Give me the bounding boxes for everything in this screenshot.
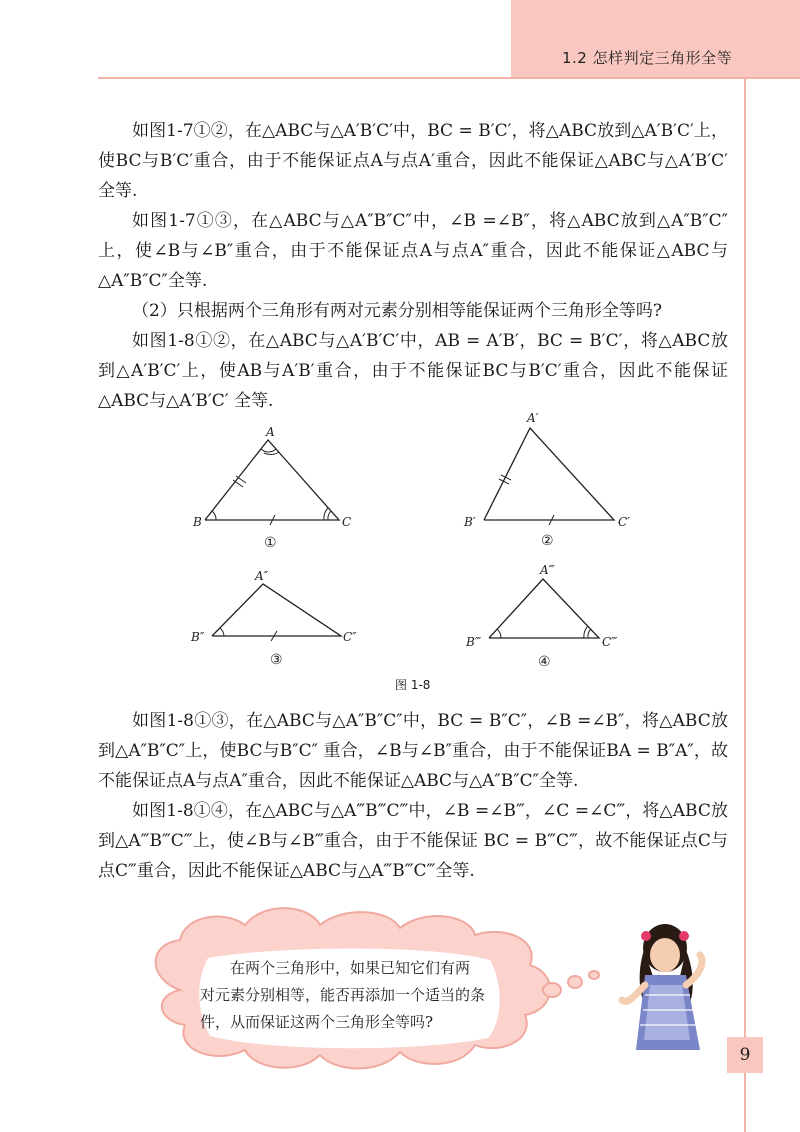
t2-number: ② <box>541 533 554 549</box>
paragraph-6: 如图1-8①④，在△ABC与△A‴B‴C‴中，∠B =∠B‴，∠C =∠C‴，将△ABC放到△A‴B‴C‴上，使∠B与∠B‴重合，由于不能保证 BC = B‴C‴，故不能保证点C与点C‴重合，因此不能保证△ABC与△A‴B‴C‴全等. <box>98 801 728 881</box>
bubble-line-1: 在两个三角形中，如果已知它们有两 <box>230 959 471 977</box>
t2-label-b: B′ <box>464 515 476 529</box>
section-title: 1.2 怎样判定三角形全等 <box>562 49 733 67</box>
bubble-line-2: 对元素分别相等，能否再添加一个适当的条 <box>200 986 486 1004</box>
t2-label-a: A′ <box>527 411 539 425</box>
figure-caption: 图 1-8 <box>395 678 431 692</box>
bubble-line-3: 件，从而保证这两个三角形全等吗? <box>200 1013 434 1031</box>
page-number: 9 <box>727 1037 763 1073</box>
t4-label-a: A‴ <box>540 563 555 577</box>
t1-label-a: A <box>266 425 275 439</box>
t3-label-a: A″ <box>255 569 269 583</box>
t1-label-c: C <box>342 515 352 529</box>
t4-number: ④ <box>538 654 551 670</box>
paragraph-1: 如图1-7①②，在△ABC与△A′B′C′中，BC = B′C′，将△ABC放到△A′B′C′上，使BC与B′C′重合，由于不能保证点A与点A′重合，因此不能保证△ABC与△A′B′C′ 全等. <box>98 121 728 201</box>
t2-label-c: C′ <box>618 515 630 529</box>
t4-label-b: B‴ <box>466 635 482 649</box>
t3-label-b: B″ <box>191 630 205 644</box>
t1-label-b: B <box>193 515 202 529</box>
paragraph-4: 如图1-8①②，在△ABC与△A′B′C′中，AB = A′B′，BC = B′C′，将△ABC放到△A′B′C′上，使AB与A′B′重合，由于不能保证BC与B′C′重合，因此不能保证△ABC与△A′B′C′ 全等. <box>98 331 728 411</box>
t4-label-c: C‴ <box>602 635 618 649</box>
t3-number: ③ <box>270 652 283 668</box>
t3-label-c: C″ <box>343 630 357 644</box>
paragraph-2: 如图1-7①③，在△ABC与△A″B″C″中，∠B =∠B″，将△ABC放到△A″B″C″上，使∠B与∠B″重合，由于不能保证点A与点A″重合，因此不能保证△ABC与△A″B″C″全等. <box>98 211 728 291</box>
t1-number: ① <box>264 535 277 551</box>
paragraph-5: 如图1-8①③，在△ABC与△A″B″C″中，BC = B″C″，∠B =∠B″，将△ABC放到△A″B″C″上，使BC与B″C″ 重合，∠B与∠B″重合，由于不能保证BA = B″A″，故不能保证点A与点A″重合，因此不能保证△ABC与△A″B″C″全等. <box>98 711 728 791</box>
paragraph-3: （2）只根据两个三角形有两对元素分别相等能保证两个三角形全等吗? <box>132 301 662 321</box>
